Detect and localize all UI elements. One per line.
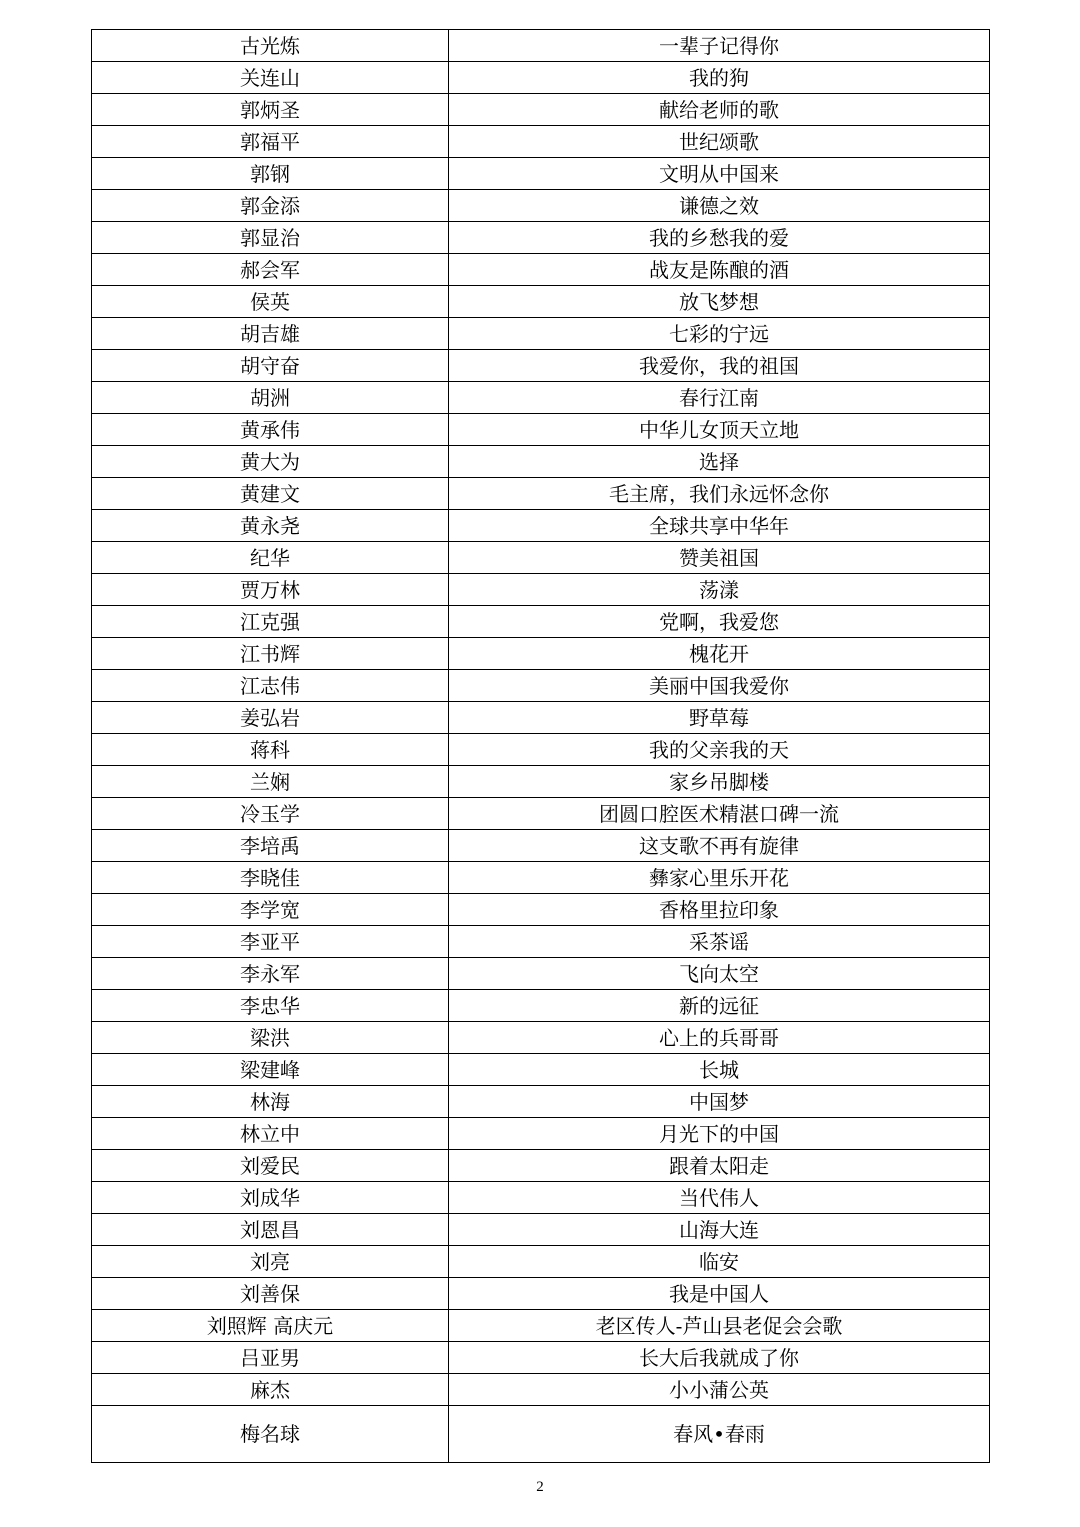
table-row — [92, 926, 990, 958]
author-cell: 李亚平 — [92, 926, 449, 958]
table-row — [92, 158, 990, 190]
song-title-cell: 长城 — [449, 1054, 990, 1086]
author-cell: 麻杰 — [92, 1374, 449, 1406]
song-title-cell: 全球共享中华年 — [449, 510, 990, 542]
song-title-cell: 我的狗 — [449, 62, 990, 94]
song-title-cell: 老区传人-芦山县老促会会歌 — [449, 1310, 990, 1342]
table-row — [92, 862, 990, 894]
song-title-cell: 荡漾 — [449, 574, 990, 606]
table-row — [92, 318, 990, 350]
song-title-cell: 当代伟人 — [449, 1182, 990, 1214]
song-title-cell: 香格里拉印象 — [449, 894, 990, 926]
table-row — [92, 222, 990, 254]
author-cell: 胡守奋 — [92, 350, 449, 382]
author-cell: 郝会军 — [92, 254, 449, 286]
song-title-cell: 毛主席，我们永远怀念你 — [449, 478, 990, 510]
author-cell: 吕亚男 — [92, 1342, 449, 1374]
table-row — [92, 606, 990, 638]
song-title-cell: 党啊，我爱您 — [449, 606, 990, 638]
author-cell: 李学宽 — [92, 894, 449, 926]
author-cell: 江志伟 — [92, 670, 449, 702]
author-cell: 郭福平 — [92, 126, 449, 158]
table-row — [92, 1278, 990, 1310]
table-row — [92, 1310, 990, 1342]
author-song-table — [91, 29, 990, 1463]
table-row — [92, 1342, 990, 1374]
author-cell: 贾万林 — [92, 574, 449, 606]
table-row — [92, 830, 990, 862]
table-row — [92, 126, 990, 158]
table-row — [92, 350, 990, 382]
author-cell: 黄永尧 — [92, 510, 449, 542]
table-row — [92, 510, 990, 542]
song-title-cell: 团圆口腔医术精湛口碑一流 — [449, 798, 990, 830]
table-body — [92, 30, 990, 1463]
song-title-cell: 彝家心里乐开花 — [449, 862, 990, 894]
song-title-cell: 山海大连 — [449, 1214, 990, 1246]
table-row — [92, 1054, 990, 1086]
song-title-cell: 槐花开 — [449, 638, 990, 670]
table-row — [92, 1246, 990, 1278]
table-row — [92, 478, 990, 510]
author-cell: 梅名球 — [92, 1406, 449, 1463]
song-title-cell: 新的远征 — [449, 990, 990, 1022]
song-title-cell: 选择 — [449, 446, 990, 478]
author-cell: 林立中 — [92, 1118, 449, 1150]
author-cell: 黄大为 — [92, 446, 449, 478]
table-row — [92, 1406, 990, 1463]
table-row — [92, 734, 990, 766]
author-cell: 刘恩昌 — [92, 1214, 449, 1246]
table-row — [92, 574, 990, 606]
table-row — [92, 766, 990, 798]
author-cell: 姜弘岩 — [92, 702, 449, 734]
table-row — [92, 1118, 990, 1150]
song-title-cell: 美丽中国我爱你 — [449, 670, 990, 702]
song-title-cell: 世纪颂歌 — [449, 126, 990, 158]
author-cell: 郭钢 — [92, 158, 449, 190]
song-title-cell: 文明从中国来 — [449, 158, 990, 190]
author-cell: 刘爱民 — [92, 1150, 449, 1182]
table-row — [92, 894, 990, 926]
author-cell: 李永军 — [92, 958, 449, 990]
author-cell: 纪华 — [92, 542, 449, 574]
table-row — [92, 414, 990, 446]
page-number: 2 — [536, 1479, 544, 1495]
author-cell: 胡洲 — [92, 382, 449, 414]
song-title-cell: 春行江南 — [449, 382, 990, 414]
author-cell: 李培禹 — [92, 830, 449, 862]
author-cell: 江书辉 — [92, 638, 449, 670]
author-cell: 刘善保 — [92, 1278, 449, 1310]
table-row — [92, 1086, 990, 1118]
table-row — [92, 446, 990, 478]
author-cell: 侯英 — [92, 286, 449, 318]
author-cell: 梁建峰 — [92, 1054, 449, 1086]
table-row — [92, 1214, 990, 1246]
author-cell: 黄承伟 — [92, 414, 449, 446]
song-title-cell: 跟着太阳走 — [449, 1150, 990, 1182]
author-cell: 古光炼 — [92, 30, 449, 62]
author-cell: 胡吉雄 — [92, 318, 449, 350]
table-row — [92, 1150, 990, 1182]
table-row — [92, 638, 990, 670]
table-row — [92, 702, 990, 734]
author-cell: 李忠华 — [92, 990, 449, 1022]
song-title-cell: 飞向太空 — [449, 958, 990, 990]
table-row — [92, 990, 990, 1022]
author-cell: 冷玉学 — [92, 798, 449, 830]
author-cell: 刘照辉 高庆元 — [92, 1310, 449, 1342]
song-title-cell: 中华儿女顶天立地 — [449, 414, 990, 446]
song-title-cell: 我爱你，我的祖国 — [449, 350, 990, 382]
song-title-cell: 小小蒲公英 — [449, 1374, 990, 1406]
table-row — [92, 254, 990, 286]
song-title-cell: 战友是陈酿的酒 — [449, 254, 990, 286]
song-title-cell: 长大后我就成了你 — [449, 1342, 990, 1374]
author-cell: 兰娴 — [92, 766, 449, 798]
song-title-cell: 中国梦 — [449, 1086, 990, 1118]
table-row — [92, 94, 990, 126]
author-cell: 郭金添 — [92, 190, 449, 222]
song-title-cell: 这支歌不再有旋律 — [449, 830, 990, 862]
author-cell: 黄建文 — [92, 478, 449, 510]
song-title-cell: 一辈子记得你 — [449, 30, 990, 62]
song-title-cell: 月光下的中国 — [449, 1118, 990, 1150]
table-row — [92, 1374, 990, 1406]
song-title-cell: 家乡吊脚楼 — [449, 766, 990, 798]
author-cell: 刘亮 — [92, 1246, 449, 1278]
song-title-cell: 我的乡愁我的爱 — [449, 222, 990, 254]
song-title-cell: 我的父亲我的天 — [449, 734, 990, 766]
author-cell: 江克强 — [92, 606, 449, 638]
song-title-cell: 献给老师的歌 — [449, 94, 990, 126]
author-cell: 蒋科 — [92, 734, 449, 766]
author-cell: 李晓佳 — [92, 862, 449, 894]
song-title-cell: 春风•春雨 — [449, 1406, 990, 1463]
song-title-cell: 心上的兵哥哥 — [449, 1022, 990, 1054]
author-cell: 梁洪 — [92, 1022, 449, 1054]
song-title-cell: 我是中国人 — [449, 1278, 990, 1310]
song-title-cell: 临安 — [449, 1246, 990, 1278]
song-title-cell: 赞美祖国 — [449, 542, 990, 574]
song-title-cell: 采茶谣 — [449, 926, 990, 958]
author-cell: 刘成华 — [92, 1182, 449, 1214]
song-title-cell: 七彩的宁远 — [449, 318, 990, 350]
table-row — [92, 1022, 990, 1054]
author-cell: 关连山 — [92, 62, 449, 94]
table-row — [92, 62, 990, 94]
table-row — [92, 30, 990, 62]
song-title-cell: 谦德之效 — [449, 190, 990, 222]
table-row — [92, 382, 990, 414]
author-cell: 郭炳圣 — [92, 94, 449, 126]
table-row — [92, 286, 990, 318]
table-row — [92, 958, 990, 990]
table-row — [92, 670, 990, 702]
table-row — [92, 190, 990, 222]
author-cell: 林海 — [92, 1086, 449, 1118]
table-row — [92, 1182, 990, 1214]
song-title-cell: 放飞梦想 — [449, 286, 990, 318]
author-cell: 郭显治 — [92, 222, 449, 254]
table-row — [92, 542, 990, 574]
song-title-cell: 野草莓 — [449, 702, 990, 734]
table-row — [92, 798, 990, 830]
